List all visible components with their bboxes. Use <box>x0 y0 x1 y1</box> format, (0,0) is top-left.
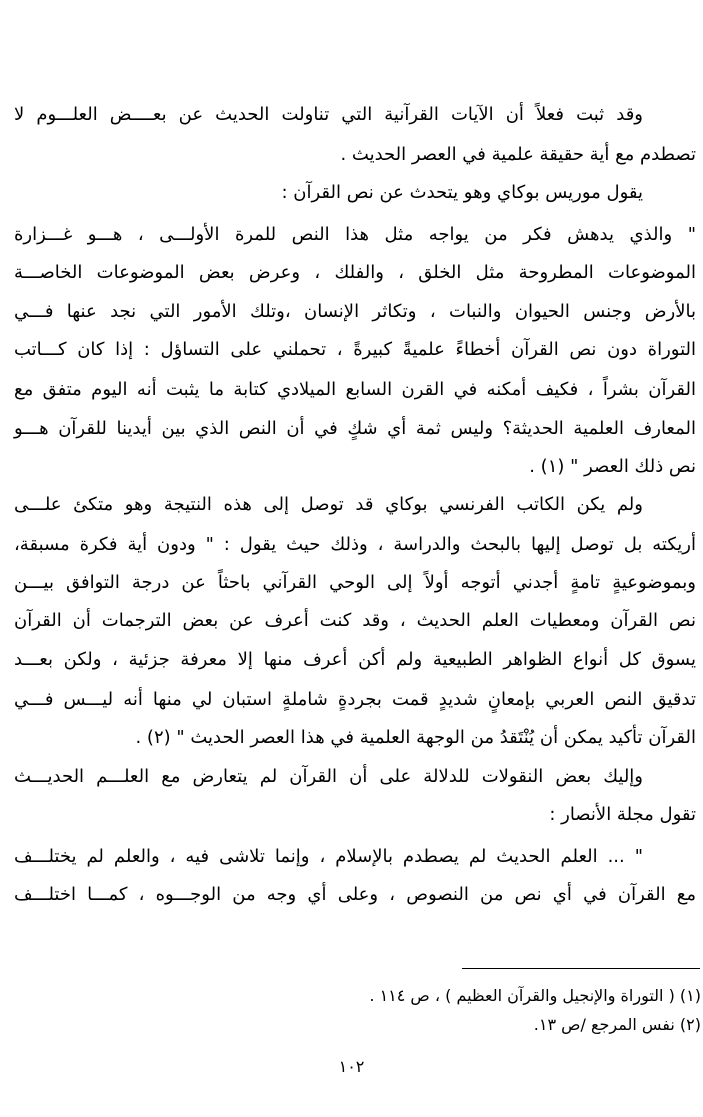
text-line: نص ذلك العصر " (١) . <box>529 456 696 477</box>
footnote-separator <box>462 968 700 969</box>
text-line: وقد ثبت فعلاً أن الآيات القرآنية التي تناولت الحديث عن بعــــض العلـــوم لا <box>14 104 643 125</box>
footnote-2: (٢) نفس المرجع /ص ١٣. <box>533 1015 701 1034</box>
page-number: ١٠٢ <box>338 1057 365 1076</box>
text-line: وإليك بعض النقولات للدلالة على أن القرآن لم يتعارض مع العلـــم الحديـــث <box>14 766 643 787</box>
text-line: " والذي يدهش فكر من يواجه مثل هذا النص للمرة الأولـــى ، هـــو غـــزارة <box>14 224 696 245</box>
text-line: تدقيق النص العربي بإمعانٍ شديدٍ قمت بجردةٍ شاملةٍ استبان لي منها أنه ليـــس فـــي <box>14 689 696 710</box>
text-line: نص القرآن ومعطيات العلم الحديث ، وقد كنت أعرف عن بعض الترجمات أن القرآن <box>14 610 696 631</box>
text-line: يقول موريس بوكاي وهو يتحدث عن نص القرآن : <box>281 182 643 203</box>
text-line: القرآن بشراً ، فكيف أمكنه في القرن السابع الميلادي كتابة ما يثبت أنه اليوم متفق مع <box>14 379 696 400</box>
text-line: القرآن تأكيد يمكن أن يُنْتَقدُ من الوجهة العلمية في هذا العصر الحديث " (٢) . <box>135 727 696 748</box>
footnote-1: (١) ( التوراة والإنجيل والقرآن العظيم ) ، ص ١١٤ . <box>369 986 701 1005</box>
text-line: مع القرآن في أي نص من النصوص ، وعلى أي وجه من الوجـــوه ، كمـــا اختلـــف <box>14 884 696 905</box>
text-line: أريكته بل توصل إليها بالبحث والدراسة ، وذلك حيث يقول : " ودون أية فكرة مسبقة، <box>14 534 696 555</box>
text-line: بالأرض وجنس الحيوان والنبات ، وتكاثر الإنسان ،وتلك الأمور التي نجد عنها فـــي <box>14 301 696 322</box>
text-line: وبموضوعيةٍ تامةٍ أجدني أتوجه أولاً إلى الوحي القرآني باحثاً عن درجة التوافق بيـــن <box>14 572 696 593</box>
text-line: تقول مجلة الأنصار : <box>549 804 696 825</box>
text-line: المعارف العلمية الحديثة؟ وليس ثمة أي شكٍ في أن النص الذي بين أيدينا للقرآن هـــو <box>14 418 696 439</box>
text-line: التوراة دون نص القرآن أخطاءً علميةً كبيرةً ، تحملني على التساؤل : إذا كان كـــاتب <box>14 339 696 360</box>
text-line: ولم يكن الكاتب الفرنسي بوكاي قد توصل إلى هذه النتيجة وهو متكئ علـــى <box>14 494 643 515</box>
text-line: يسوق كل أنواع الظواهر الطبيعية ولم أكن أعرف منها إلا معرفة جزئية ، ولكن بعـــد <box>14 649 696 670</box>
text-line: الموضوعات المطروحة مثل الخلق ، والفلك ، وعرض بعض الموضوعات الخاصـــة <box>14 262 696 283</box>
text-line: تصطدم مع أية حقيقة علمية في العصر الحديث . <box>340 144 696 165</box>
text-line: " ... العلم الحديث لم يصطدم بالإسلام ، وإنما تلاشى فيه ، والعلم لم يختلـــف <box>14 846 643 867</box>
